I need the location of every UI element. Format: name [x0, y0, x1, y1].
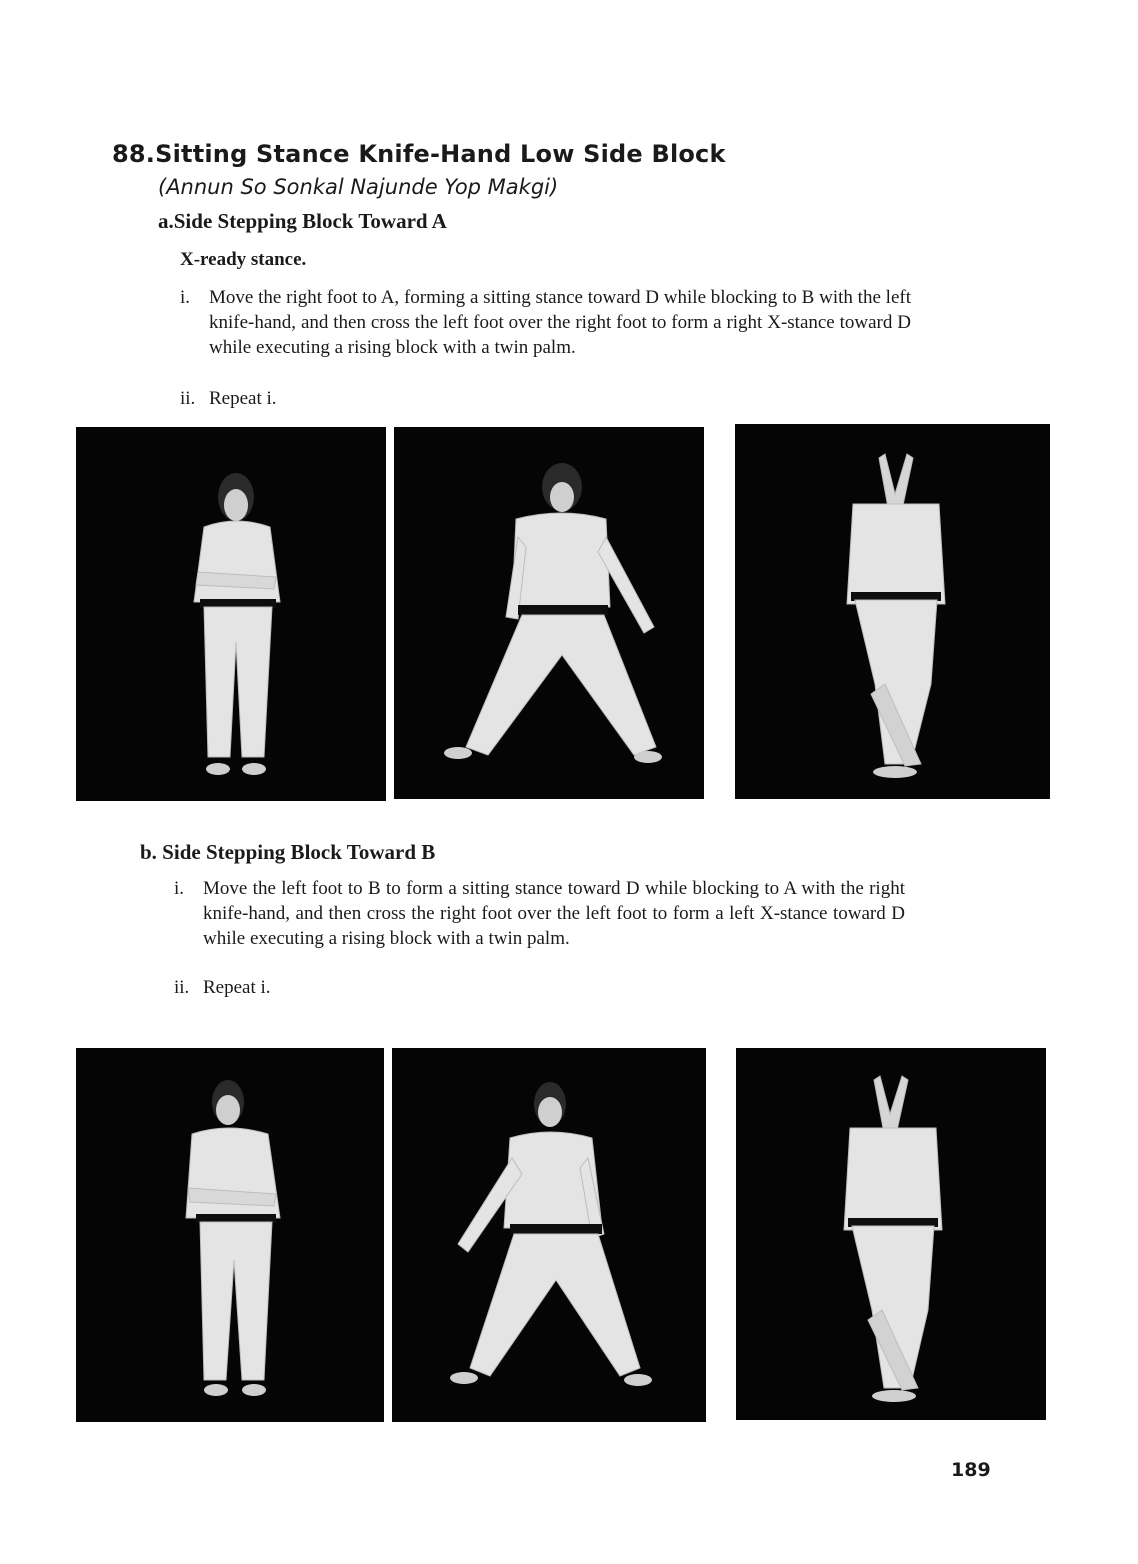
section-number: 88.	[112, 140, 156, 168]
section-title	[112, 140, 726, 168]
photo-a-x-stance-rising-block	[735, 424, 1050, 799]
part-a-step-1-marker: i.	[180, 287, 191, 308]
photo-b-sitting-stance-block	[392, 1048, 706, 1422]
part-b-heading: b. Side Stepping Block Toward B	[140, 840, 436, 864]
part-a-step-2-text: Repeat i.	[209, 388, 277, 409]
part-a-step-2-marker: ii.	[180, 388, 196, 409]
ready-stance: X-ready stance.	[180, 249, 307, 270]
part-b-step-1-marker: i.	[174, 878, 185, 899]
part-a-step-1-text: Move the right foot to A, forming a sitting stance toward D while blocking to B with the left knife-hand, and then cross the left foot over the right foot to form a right X-stance toward D while executing a rising block with a twin palm.	[209, 287, 911, 358]
photo-a-ready-stance	[76, 427, 386, 801]
section-subtitle: (Annun So Sonkal Najunde Yop Makgi)	[158, 175, 559, 199]
part-b-step-2-text: Repeat i.	[203, 977, 271, 998]
page-number: 189	[951, 1459, 991, 1481]
section-title-text: Sitting Stance Knife-Hand Low Side Block	[155, 140, 726, 168]
part-a-heading: a.Side Stepping Block Toward A	[158, 209, 447, 233]
photo-a-sitting-stance-block	[394, 427, 704, 799]
part-b-step-2-marker: ii.	[174, 977, 190, 998]
photo-b-x-stance-rising-block	[736, 1048, 1046, 1420]
part-b-step-1-text: Move the left foot to B to form a sitting stance toward D while blocking to A with the right knife-hand, and then cross the right foot over the left foot to form a left X-stance toward D while executing a rising block with a twin palm.	[203, 878, 905, 949]
photo-b-ready-stance	[76, 1048, 384, 1422]
